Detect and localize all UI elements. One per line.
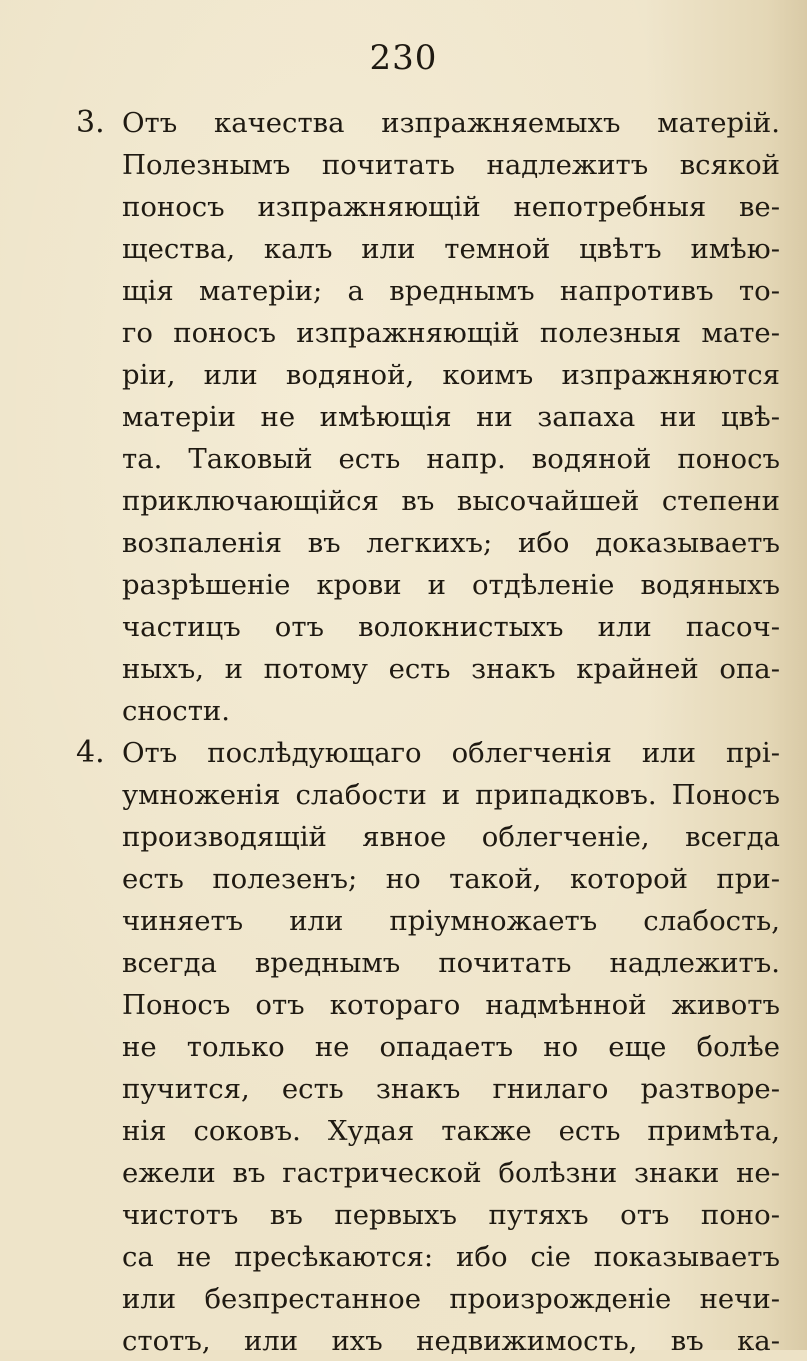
text-line: стотъ, или ихъ недвижимость, въ ка- (122, 1325, 780, 1357)
text-line: матеріи не имѣющія ни запаха ни цвѣ- (122, 401, 780, 433)
text-line: го поносъ изпражняющій полезныя мате- (122, 317, 780, 349)
text-line: Отъ качества изпражняемыхъ матерій. (122, 107, 780, 139)
item-number-4: 4. (76, 735, 105, 770)
text-line: ныхъ, и потому есть знакъ крайней опа- (122, 653, 780, 685)
text-line: Отъ послѣдующаго облегченія или прі- (122, 737, 780, 769)
text-line: приключающійся въ высочайшей степени (122, 485, 780, 517)
text-line: щія матеріи; а вреднымъ напротивъ то- (122, 275, 780, 307)
text-line: ежели въ гастрической болѣзни знаки не- (122, 1157, 780, 1189)
text-line: щества, калъ или темной цвѣтъ имѣю- (122, 233, 780, 265)
text-line: всегда вреднымъ почитать надлежитъ. (122, 947, 780, 979)
text-line: поносъ изпражняющій непотребныя ве- (122, 191, 780, 223)
text-line: есть полезенъ; но такой, которой при- (122, 863, 780, 895)
text-line: сности. (122, 695, 230, 727)
text-line: возпаленія въ легкихъ; ибо доказываетъ (122, 527, 780, 559)
text-line: чистотъ въ первыхъ путяхъ отъ поно- (122, 1199, 780, 1231)
text-line: нія соковъ. Худая также есть примѣта, (122, 1115, 780, 1147)
text-line: разрѣшеніе крови и отдѣленіе водяныхъ (122, 569, 780, 601)
text-line: или безпрестанное произрожденіе нечи- (122, 1283, 780, 1315)
text-line: Поносъ отъ котораго надмѣнной животъ (122, 989, 780, 1021)
text-line: производящій явное облегченіе, всегда (122, 821, 780, 853)
text-line: не только не опадаетъ но еще болѣе (122, 1031, 780, 1063)
text-line: ріи, или водяной, коимъ изпражняются (122, 359, 780, 391)
text-line: умноженія слабости и припадковъ. Поносъ (122, 779, 780, 811)
text-line: та. Таковый есть напр. водяной поносъ (122, 443, 780, 475)
page-number: 230 (369, 38, 438, 78)
text-line: чиняетъ или пріумножаетъ слабость, (122, 905, 780, 937)
text-line: са не пресѣкаются: ибо сіе показываетъ (122, 1241, 780, 1273)
text-line: пучится, есть знакъ гнилаго разтворе- (122, 1073, 780, 1105)
text-line: частицъ отъ волокнистыхъ или пасоч- (122, 611, 780, 643)
text-line: Полезнымъ почитать надлежитъ всякой (122, 149, 780, 181)
item-number-3: 3. (76, 105, 105, 140)
